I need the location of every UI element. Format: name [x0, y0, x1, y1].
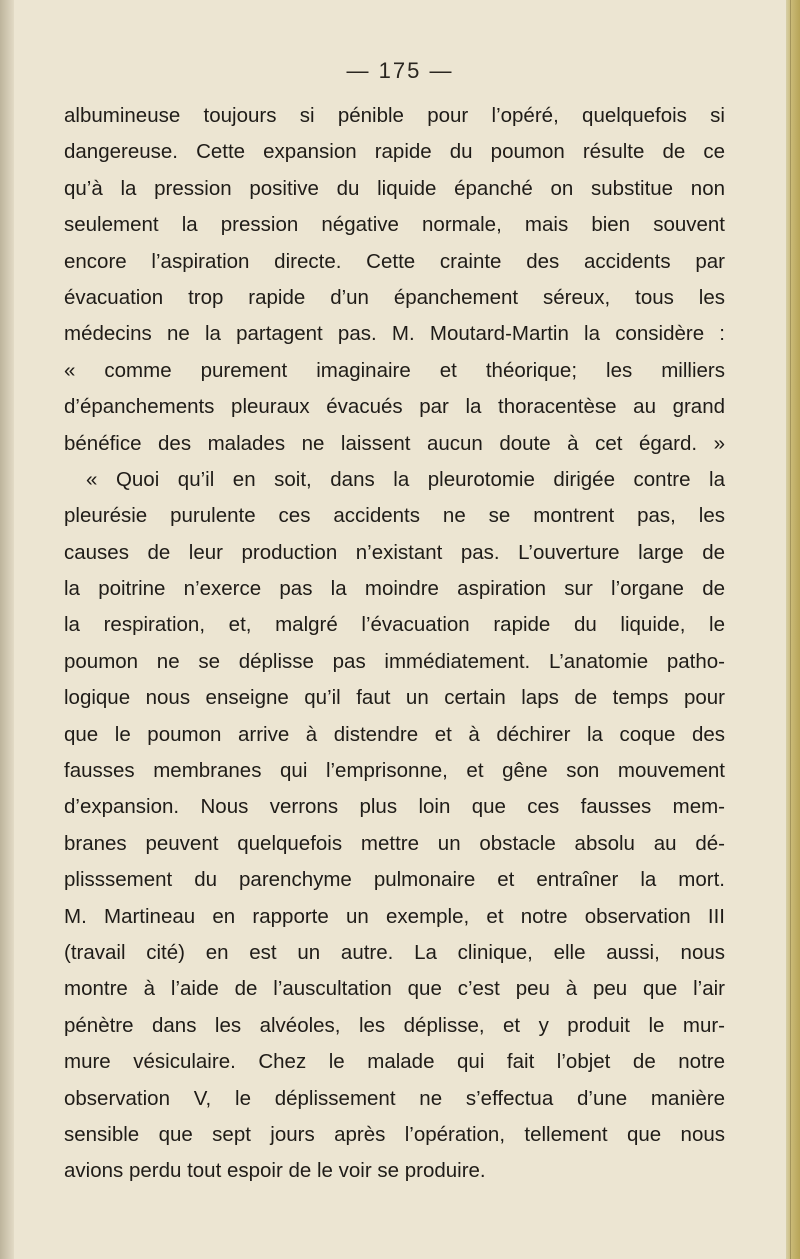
text-line: « Quoi qu’il en soit, dans la pleurotomie dirigée contre la	[86, 467, 725, 491]
text-line: bénéfice des malades ne laissent aucun doute à cet égard. »	[64, 431, 725, 455]
text-line: M. Martineau en rapporte un exemple, et notre observation III	[64, 904, 725, 928]
text-line: pleurésie purulente ces accidents ne se montrent pas, les	[64, 504, 725, 528]
text-line: albumineuse toujours si pénible pour l’opéré, quelquefois si	[64, 104, 725, 127]
text-line: avions perdu tout espoir de le voir se produire.	[64, 1159, 486, 1183]
text-line: observation V, le déplissement ne s’effectua d’une manière	[64, 1086, 725, 1110]
text-line: « comme purement imaginaire et théorique; les milliers	[64, 358, 725, 382]
text-line: dangereuse. Cette expansion rapide du poumon résulte de ce	[64, 140, 725, 164]
text-line: logique nous enseigne qu’il faut un certain laps de temps pour	[64, 686, 725, 710]
text-line: branes peuvent quelquefois mettre un obstacle absolu au dé-	[64, 831, 725, 855]
text-line: évacuation trop rapide d’un épanchement séreux, tous les	[64, 285, 725, 309]
text-line: encore l’aspiration directe. Cette crainte des accidents par	[64, 249, 725, 273]
text-line: la poitrine n’exerce pas la moindre aspiration sur l’organe de	[64, 577, 725, 601]
text-line: causes de leur production n’existant pas. L’ouverture large de	[64, 540, 725, 564]
text-line: seulement la pression négative normale, mais bien souvent	[64, 213, 725, 237]
text-line: médecins ne la partagent pas. M. Moutard-Martin la considère :	[64, 322, 725, 346]
text-line: mure vésiculaire. Chez le malade qui fait l’objet de notre	[64, 1050, 725, 1074]
text-line: sensible que sept jours après l’opération, tellement que nous	[64, 1122, 725, 1146]
text-line: que le poumon arrive à distendre et à déchirer la coque des	[64, 722, 725, 746]
text-line: (travail cité) en est un autre. La clinique, elle aussi, nous	[64, 940, 725, 964]
text-line: d’expansion. Nous verrons plus loin que ces fausses mem-	[64, 795, 725, 819]
text-line: plisssement du parenchyme pulmonaire et entraîner la mort.	[64, 868, 725, 892]
page-edge-line	[790, 0, 791, 1259]
page-number: — 175 —	[346, 58, 454, 83]
text-line: fausses membranes qui l’emprisonne, et gêne son mouvement	[64, 759, 725, 783]
text-line: montre à l’aide de l’auscultation que c’est peu à peu que l’air	[64, 977, 725, 1001]
text-line: qu’à la pression positive du liquide épanché on substitue non	[64, 176, 725, 200]
text-line: pénètre dans les alvéoles, les déplisse, et y produit le mur-	[64, 1013, 725, 1037]
body-text	[64, 98, 725, 1190]
text-line: la respiration, et, malgré l’évacuation rapide du liquide, le	[64, 613, 725, 637]
page-right-edge	[786, 0, 800, 1259]
text-line: poumon ne se déplisse pas immédiatement. L’anatomie patho-	[64, 649, 725, 673]
text-line: d’épanchements pleuraux évacués par la thoracentèse au grand	[64, 395, 725, 419]
page-binding-shadow	[0, 0, 14, 1259]
